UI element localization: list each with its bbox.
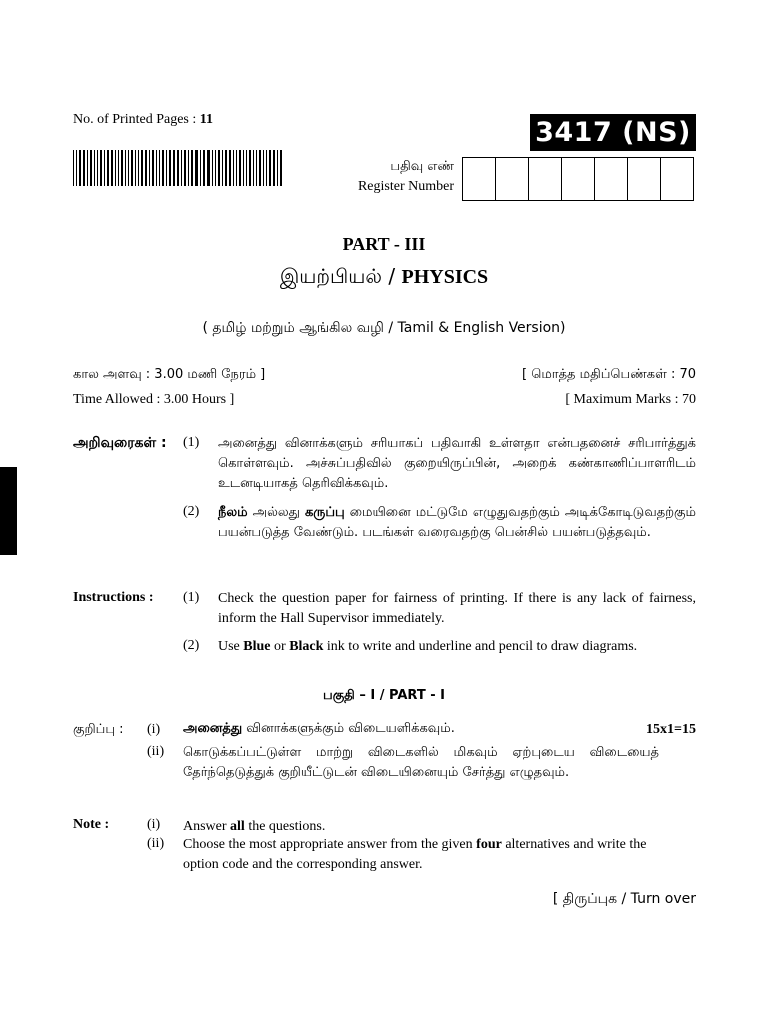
text-run: ink to write and underline and pencil to draw diagrams.: [323, 639, 638, 654]
barcode-bar: [128, 150, 129, 186]
marks-allotment: 15x1=15: [646, 722, 696, 737]
barcode-bar: [222, 150, 223, 186]
register-digit-box: [462, 157, 496, 201]
barcode-bar: [159, 150, 160, 186]
register-number-label-tamil: பதிவு எண்: [390, 159, 454, 174]
note-label-tamil: குறிப்பு :: [73, 722, 124, 737]
instruction-number: (2): [183, 638, 200, 653]
instruction-number: (1): [183, 590, 200, 605]
barcode-bar: [256, 150, 257, 186]
barcode-bar: [100, 150, 102, 186]
barcode-bar: [149, 150, 150, 186]
barcode-bar: [131, 150, 133, 186]
barcode-bar: [173, 150, 175, 186]
barcode-bar: [280, 150, 282, 186]
barcode-bar: [188, 150, 189, 186]
note-number: (ii): [147, 836, 165, 851]
maximum-marks: [ Maximum Marks : 70: [565, 392, 696, 407]
text-run: the questions.: [244, 819, 326, 834]
barcode-bar: [273, 150, 275, 186]
time-allowed: Time Allowed : 3.00 Hours ]: [73, 392, 235, 407]
text-run: Choose the most appropriate answer from the given: [183, 837, 477, 852]
barcode-bar: [191, 150, 193, 186]
total-marks-tamil: [ மொத்த மதிப்பெண்கள் : 70: [522, 367, 696, 382]
text-run: அல்லது: [247, 505, 305, 520]
instruction-text-tamil-2: [218, 503, 696, 543]
bold-word: Blue: [243, 639, 271, 654]
printed-pages-value: 11: [199, 112, 213, 127]
register-number-boxes: [462, 157, 694, 201]
barcode-bar: [277, 150, 278, 186]
bold-word: நீலம்: [218, 505, 248, 520]
barcode-bar: [200, 150, 201, 186]
instructions-label: Instructions :: [73, 590, 154, 605]
paper-code-badge: 3417 (NS): [530, 114, 696, 151]
bold-word: கருப்பு: [304, 505, 345, 520]
note-number: (ii): [147, 744, 165, 759]
note-number: (i): [147, 817, 161, 832]
subject-title: [0, 264, 768, 291]
register-digit-box: [528, 157, 562, 201]
barcode-bar: [239, 150, 241, 186]
subject-title-english: PHYSICS: [401, 266, 489, 288]
note-text-tamil-2: கொடுக்கப்பட்டுள்ள மாற்று விடைகளில் மிகவும் ஏற்புடைய விடையைத் தேர்ந்தெடுத்துக் குறியீட்டுடன் விடையினையும் சேர்த்து எழுதவும்.: [183, 745, 659, 780]
instruction-number: (1): [183, 435, 200, 450]
barcode-bar: [125, 150, 126, 186]
barcode-bar: [207, 150, 210, 186]
note-number: (i): [147, 722, 161, 737]
barcode-bar: [218, 150, 220, 186]
barcode-bar: [229, 150, 231, 186]
barcode-bar: [266, 150, 267, 186]
barcode-bar: [141, 150, 143, 186]
instructions-label-tamil: அறிவுரைகள் :: [73, 435, 167, 451]
margin-marker: [0, 467, 17, 555]
barcode-bar: [243, 150, 244, 186]
barcode-bar: [263, 150, 264, 186]
turn-over-label: [553, 891, 696, 909]
barcode-bar: [152, 150, 154, 186]
text-run: வினாக்களுக்கும் விடையளிக்கவும்.: [242, 721, 455, 736]
barcode-bar: [104, 150, 105, 186]
printed-pages-count: [73, 112, 213, 128]
barcode-bar: [87, 150, 88, 186]
note-text-1: [183, 817, 325, 837]
printed-pages-label: No. of Printed Pages :: [73, 112, 200, 127]
barcode-bar: [156, 150, 157, 186]
barcode-bar: [121, 150, 123, 186]
barcode-bar: [162, 150, 164, 186]
bold-word: அனைத்து: [183, 721, 243, 736]
barcode-bar: [135, 150, 136, 186]
note-label: Note :: [73, 817, 110, 832]
barcode-bar: [73, 150, 74, 186]
duration-tamil: கால அளவு : 3.00 மணி நேரம் ]: [73, 367, 266, 382]
barcode-bar: [184, 150, 186, 186]
barcode-bar: [259, 150, 261, 186]
instruction-text-tamil-1: அனைத்து வினாக்களும் சரியாகப் பதிவாகி உள்ளதா என்பதனைச் சரிபார்த்துக் கொள்ளவும். அச்சுப்பதிவில் குறையிருப்பின், அறைக் கண்காணிப்பாளரிடம் உடனடியாகத் தெரிவிக்கவும்.: [218, 436, 696, 491]
barcode-bar: [212, 150, 213, 186]
part-i-heading: பகுதி – I / PART - I: [323, 688, 445, 703]
barcode-bar: [203, 150, 205, 186]
barcode-bar: [138, 150, 139, 186]
barcode-bar: [195, 150, 198, 186]
instruction-text-1: Check the question paper for fairness of printing. If there is any lack of fairness, inform the Hall Supervisor immediately.: [218, 591, 696, 626]
instruction-number: (2): [183, 504, 200, 519]
register-digit-box: [594, 157, 628, 201]
bold-word: Black: [289, 639, 324, 654]
barcode-bar: [76, 150, 77, 186]
barcode-bar: [269, 150, 271, 186]
text-run: Answer: [183, 819, 231, 834]
note-text-2: [183, 835, 663, 875]
barcode-bar: [115, 150, 116, 186]
barcode-bar: [253, 150, 254, 186]
barcode-bar: [97, 150, 98, 186]
barcode-bar: [215, 150, 216, 186]
register-number-label: Register Number: [357, 179, 454, 194]
barcode-bar: [79, 150, 81, 186]
text-run: or: [270, 639, 290, 654]
barcode-image: [73, 150, 285, 186]
barcode-bar: [181, 150, 182, 186]
register-digit-box: [561, 157, 595, 201]
barcode-bar: [94, 150, 95, 186]
barcode-bar: [169, 150, 171, 186]
register-digit-box: [495, 157, 529, 201]
barcode-bar: [246, 150, 247, 186]
barcode-bar: [225, 150, 227, 186]
instruction-text-2: [218, 637, 696, 657]
barcode-bar: [111, 150, 113, 186]
bold-word: all: [230, 819, 245, 834]
part-title: PART - III: [342, 234, 426, 254]
text-run: மையினை மட்டுமே எழுதுவதற்கும் அடிக்கோடிடுவதற்கும் பயன்படுத்த வேண்டும். படங்கள் வரைவதற்கு பென்சில் பயன்படுத்தவும்.: [218, 505, 696, 540]
barcode-bar: [107, 150, 109, 186]
barcode-bar: [249, 150, 251, 186]
barcode-bar: [145, 150, 147, 186]
barcode-bar: [118, 150, 119, 186]
text-run: alternatives and write the option code and the corresponding answer.: [183, 837, 647, 872]
barcode-bar: [166, 150, 167, 186]
register-digit-box: [627, 157, 661, 201]
medium-version: ( தமிழ் மற்றும் ஆங்கில வழி / Tamil & English Version): [202, 320, 566, 336]
note-text-tamil-1: [183, 721, 455, 737]
barcode-bar: [177, 150, 179, 186]
text-run: Use: [218, 639, 244, 654]
barcode-bar: [83, 150, 85, 186]
turn-over-text: [ திருப்புக / Turn over: [552, 891, 696, 907]
barcode-bar: [90, 150, 92, 186]
bold-word: four: [476, 837, 502, 852]
barcode-bar: [233, 150, 234, 186]
subject-title-tamil: இயற்பியல் /: [279, 264, 402, 288]
register-digit-box: [660, 157, 694, 201]
barcode-bar: [236, 150, 237, 186]
